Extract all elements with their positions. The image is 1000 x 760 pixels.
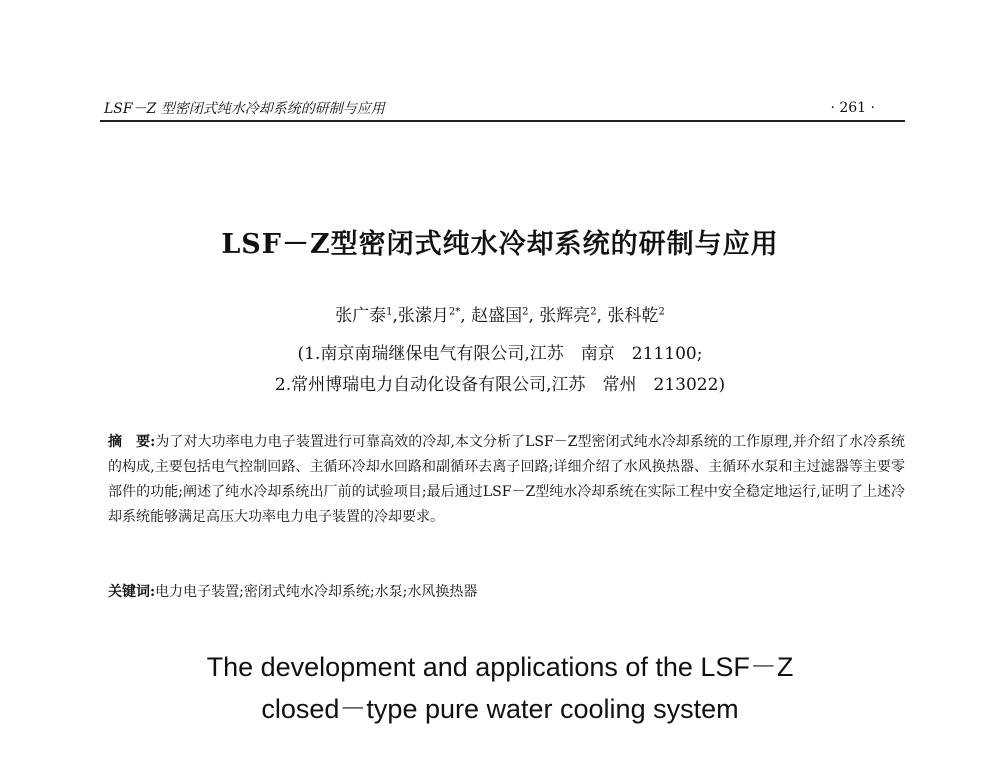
affiliation-1: (1.南京南瑞继保电气有限公司,江苏 南京 211100; [297, 344, 703, 364]
author-list: 张广泰$^1$,张潆月$^{2*}$, 赵盛国$^2$, 张辉亮$^2$, 张科乾$^2$ [335, 306, 665, 326]
author-affiliation-mark: 2 [590, 306, 597, 318]
author-name: 张辉亮 [539, 306, 591, 326]
author-affiliation-mark: 2 [522, 306, 529, 318]
paper-title-english-line-2: closed－type pure water cooling system [261, 694, 739, 724]
keywords-text: 电力电子装置;密闭式纯水冷却系统;水泵;水风换热器 [155, 584, 478, 600]
affiliation-2: 2.常州博瑞电力自动化设备有限公司,江苏 常州 213022) [274, 375, 726, 395]
author-affiliation-mark: 1 [386, 306, 393, 318]
author-name: 张科乾 [607, 306, 659, 326]
author-affiliation-mark: 2* [448, 306, 461, 318]
running-header [100, 98, 905, 122]
keywords [108, 581, 905, 601]
author-name: 赵盛国 [471, 306, 523, 326]
abstract-text: 为了对大功率电力电子装置进行可靠高效的冷却,本文分析了LSF－Z型密闭式纯水冷却系统的工作原理,并介绍了水冷系统的构成,主要包括电气控制回路、主循环冷却水回路和副循环去离子回路;详细介绍了水风换热器、主循环水泵和主过滤器等主要零部件的功能;阐述了纯水冷却系统出厂前的试验项目;最后通过LSF－Z型纯水冷却系统在实际工程中安全稳定地运行,证明了上述冷却系统能够满足高压大功率电力电子装置的冷却要求。 [108, 434, 905, 525]
page-number: · 261 · [830, 100, 875, 116]
abstract [108, 430, 905, 530]
abstract-label: 摘 要: [108, 434, 156, 450]
author-affiliation-mark: 2 [658, 306, 665, 318]
running-title: LSF－Z 型密闭式纯水冷却系统的研制与应用 [104, 101, 385, 117]
keywords-label: 关键词: [108, 584, 156, 600]
paper-title-chinese: LSF－Z型密闭式纯水冷却系统的研制与应用 [221, 229, 779, 260]
paper-title-english-line-1: The development and applications of the LSF－Z [206, 652, 794, 682]
author-name: 张潆月 [397, 306, 449, 326]
author-name: 张广泰 [335, 306, 387, 326]
